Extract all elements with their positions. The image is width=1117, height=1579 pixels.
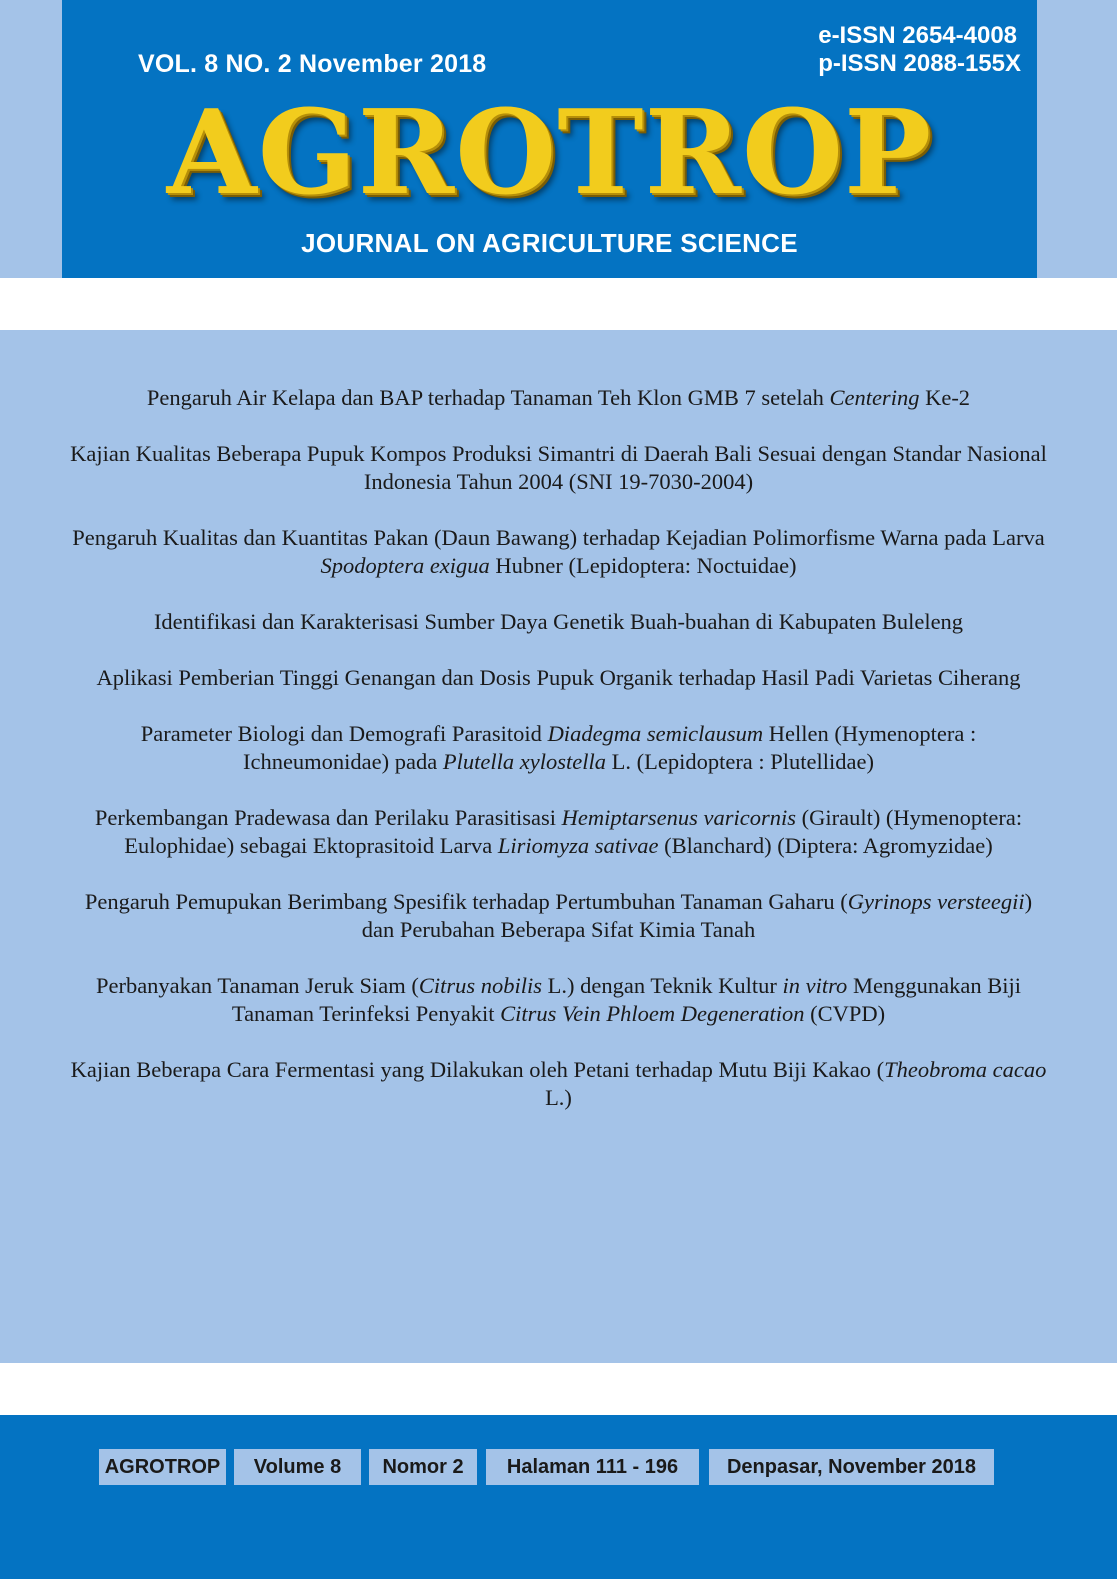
article-title-italic: Diadegma semiclausum: [547, 721, 764, 746]
article-title-italic: Hemiptarsenus varicornis: [561, 805, 796, 830]
article-title: [70, 384, 1047, 412]
article-title: [70, 804, 1047, 860]
article-title-text: Kajian Beberapa Cara Fermentasi yang Dilakukan oleh Petani terhadap Mutu Biji Kakao (: [70, 1057, 885, 1082]
article-title-italic: Citrus Vein Phloem Degeneration: [500, 1001, 805, 1026]
article-title-text: L. (Lepidoptera : Plutellidae): [605, 749, 875, 774]
article-title-text: L.) dengan Teknik Kultur: [542, 973, 783, 998]
article-title-text: Pengaruh Air Kelapa dan BAP terhadap Tanaman Teh Klon GMB 7 setelah: [146, 385, 830, 410]
article-title: [70, 888, 1047, 944]
article-title-text: Perbanyakan Tanaman Jeruk Siam (: [95, 973, 419, 998]
article-title-text: Hellen (Hymenoptera : Ichneumonidae) pada: [242, 721, 977, 774]
issn-block: [818, 22, 1021, 78]
right-side-band: [1037, 0, 1117, 278]
article-title: [70, 608, 1047, 636]
footer-journal: AGROTROP: [99, 1449, 226, 1485]
cover-header: [62, 0, 1037, 278]
article-title: [70, 720, 1047, 776]
article-title: [70, 664, 1047, 692]
footer-pages: Halaman 111 - 196: [486, 1449, 699, 1485]
article-title-italic: Gyrinops versteegii: [847, 889, 1025, 914]
article-title: [70, 440, 1047, 496]
article-title: [70, 972, 1047, 1028]
journal-subtitle: JOURNAL ON AGRICULTURE SCIENCE: [301, 228, 798, 258]
footer-place-date: Denpasar, November 2018: [709, 1449, 994, 1485]
journal-title: AGROTROP: [166, 85, 933, 221]
article-title-text: Pengaruh Kualitas dan Kuantitas Pakan (Daun Bawang) terhadap Kejadian Polimorfisme Warna pada Larva: [72, 525, 1045, 550]
pissn: p-ISSN 2088-155X: [818, 50, 1021, 77]
article-title-text: (Blanchard) (Diptera: Agromyzidae): [658, 833, 993, 858]
article-title-text: (CVPD): [804, 1001, 886, 1026]
article-title-italic: Citrus nobilis: [418, 973, 543, 998]
article-title-text: (Girault) (Hymenoptera: Eulophidae) sebagai Ektoprasitoid Larva: [124, 805, 1023, 858]
cover-footer: [0, 1415, 1117, 1579]
article-title-text: Identifikasi dan Karakterisasi Sumber Daya Genetik Buah-buahan di Kabupaten Buleleng: [153, 609, 964, 634]
article-title-text: L.): [545, 1085, 572, 1110]
volume-line: VOL. 8 NO. 2 November 2018: [138, 50, 487, 78]
article-title-text: Parameter Biologi dan Demografi Parasitoid: [140, 721, 548, 746]
article-title-italic: Plutella xylostella: [442, 749, 606, 774]
eissn: e-ISSN 2654-4008: [818, 22, 1018, 49]
article-title-text: Ke-2: [919, 385, 971, 410]
article-title: [70, 1056, 1047, 1112]
footer-volume: Volume 8: [234, 1449, 361, 1485]
article-list: [70, 384, 1047, 1140]
article-title-italic: Spodoptera exigua: [320, 553, 490, 578]
article-title-italic: Liriomyza sativae: [497, 833, 659, 858]
article-title-text: Aplikasi Pemberian Tinggi Genangan dan Dosis Pupuk Organik terhadap Hasil Padi Varietas Ciherang: [96, 665, 1021, 690]
article-title: [70, 524, 1047, 580]
article-title-text: Kajian Kualitas Beberapa Pupuk Kompos Produksi Simantri di Daerah Bali Sesuai dengan Standar Nasional Indonesia Tahun 2004 (SNI 19-7030-2004): [70, 441, 1047, 494]
article-title-italic: in vitro: [782, 973, 848, 998]
article-title-text: ) dan Perubahan Beberapa Sifat Kimia Tanah: [361, 889, 1033, 942]
article-title-italic: Theobroma cacao: [884, 1057, 1047, 1082]
article-title-text: Perkembangan Pradewasa dan Perilaku Parasitisasi: [94, 805, 562, 830]
footer-number: Nomor 2: [369, 1449, 477, 1485]
article-title-text: Menggunakan Biji Tanaman Terinfeksi Penyakit: [231, 973, 1022, 1026]
article-title-text: Pengaruh Pemupukan Berimbang Spesifik terhadap Pertumbuhan Tanaman Gaharu (: [84, 889, 848, 914]
table-of-contents: [0, 330, 1117, 1363]
article-title-text: Hubner (Lepidoptera: Noctuidae): [489, 553, 797, 578]
article-title-italic: Centering: [829, 385, 920, 410]
left-side-band: [0, 0, 62, 278]
